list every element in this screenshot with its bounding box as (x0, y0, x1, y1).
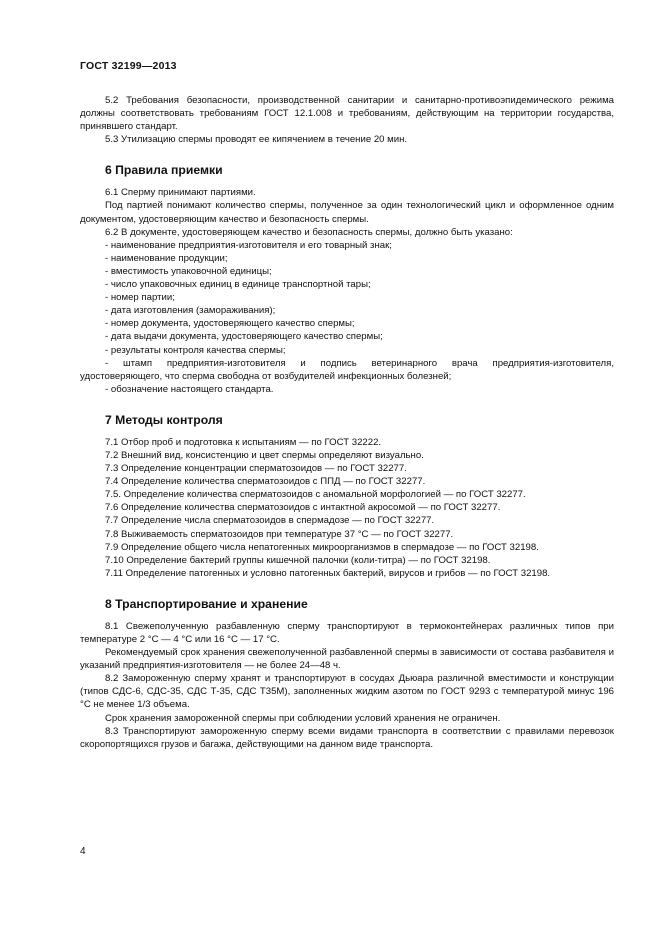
list-item: - номер документа, удостоверяющего качество спермы; (105, 318, 355, 330)
list-item-stamp: - штамп предприятия-изготовителя и подпись ветеринарного врача предприятия-изготовителя, удостоверяющего, что сперма свободна от возбудителей инфекционных болезней; (80, 357, 614, 382)
control-methods-list (80, 436, 614, 580)
list-item: 7.3 Определение концентрации сперматозоидов — по ГОСТ 32277. (105, 463, 407, 475)
list-item: - наименование продукции; (105, 252, 228, 264)
list-item: - вместимость упаковочной единицы; (105, 265, 272, 277)
list-item: 7.10 Определение бактерий группы кишечной палочки (коли-титра) — по ГОСТ 32198. (105, 554, 491, 566)
document-requirements-list (80, 239, 614, 396)
list-item: 7.5. Определение количества сперматозоидов с аномальной морфологией — по ГОСТ 32277. (105, 489, 526, 501)
list-item: - обозначение настоящего стандарта. (105, 383, 274, 395)
list-item: - результаты контроля качества спермы; (105, 344, 286, 356)
paragraph-8-3: 8.3 Транспортируют замороженную сперму всеми видами транспорта в соответствии с правилами перевозок скоропортящихся грузов и багажа, действующими на данном виде транспорта. (80, 725, 614, 750)
page-content (80, 94, 614, 751)
paragraph-6-1-definition: Под партией понимают количество спермы, полученное за один технологический цикл и оформленное одним документом, удостоверяющим качество и безопасность спермы. (80, 200, 614, 225)
paragraph-8-2-storage: Срок хранения замороженной спермы при соблюдении условий хранения не ограничен. (105, 712, 501, 724)
list-item: 7.6 Определение количества сперматозоидов с интактной акросомой — по ГОСТ 32277. (105, 502, 501, 514)
list-item: 7.7 Определение числа сперматозоидов в спермадозе — по ГОСТ 32277. (105, 515, 435, 527)
list-item: - номер партии; (105, 292, 175, 304)
page-number: 4 (80, 846, 86, 857)
list-item: 7.2 Внешний вид, консистенцию и цвет спермы определяют визуально. (105, 449, 424, 461)
list-item: - наименование предприятия-изготовителя и его товарный знак; (105, 239, 392, 251)
paragraph-6-1: 6.1 Сперму принимают партиями. (105, 187, 256, 199)
paragraph-8-1-storage: Рекомендуемый срок хранения свежеполученной разбавленной спермы в зависимости от состава разбавителя и указаний предприятия-изготовителя — не более 24—48 ч. (80, 647, 614, 672)
paragraph-5-3: 5.3 Утилизацию спермы проводят ее кипячением в течение 20 мин. (105, 134, 408, 146)
section-6-title: 6 Правила приемки (105, 163, 223, 178)
paragraph-8-2: 8.2 Замороженную сперму хранят и транспортируют в сосудах Дьюара различной вместимости и конструкции (типов СДС-6, СДС-35, СДС Т-35, СДС Т35М), заполненных жидким азотом по ГОСТ 9293 с температурой минус 196 °С не менее 1/3 объема. (80, 673, 614, 711)
list-item: - число упаковочных единиц в единице транспортной тары; (105, 279, 371, 291)
list-item: - дата изготовления (замораживания); (105, 305, 276, 317)
list-item: 7.8 Выживаемость сперматозоидов при температуре 37 °С — по ГОСТ 32277. (105, 528, 454, 540)
paragraph-5-2: 5.2 Требования безопасности, производственной санитарии и санитарно-противоэпидемического режима должны соответствовать требованиям ГОСТ 12.1.008 и требованиям, действующим на территории государства, принявшего стандарт. (80, 95, 614, 133)
section-7-title: 7 Методы контроля (105, 412, 223, 427)
section-8-title: 8 Транспортирование и хранение (105, 596, 308, 611)
paragraph-6-2: 6.2 В документе, удостоверяющем качество и безопасность спермы, должно быть указано: (105, 226, 513, 238)
list-item: - дата выдачи документа, удостоверяющего качество спермы; (105, 331, 383, 343)
list-item: 7.4 Определение количества сперматозоидов с ППД — по ГОСТ 32277. (105, 476, 426, 488)
list-item: 7.1 Отбор проб и подготовка к испытаниям — по ГОСТ 32222. (105, 436, 382, 448)
paragraph-8-1: 8.1 Свежеполученную разбавленную сперму транспортируют в термоконтейнерах различных типов при температуре 2 °С — 4 °С или 16 °С — 17 °С. (80, 620, 614, 645)
list-item: 7.11 Определение патогенных и условно патогенных бактерий, вирусов и грибов — по ГОСТ 32198. (105, 567, 551, 579)
list-item: 7.9 Определение общего числа непатогенных микроорганизмов в спермадозе — по ГОСТ 32198. (105, 541, 539, 553)
document-id: ГОСТ 32199—2013 (80, 60, 177, 72)
